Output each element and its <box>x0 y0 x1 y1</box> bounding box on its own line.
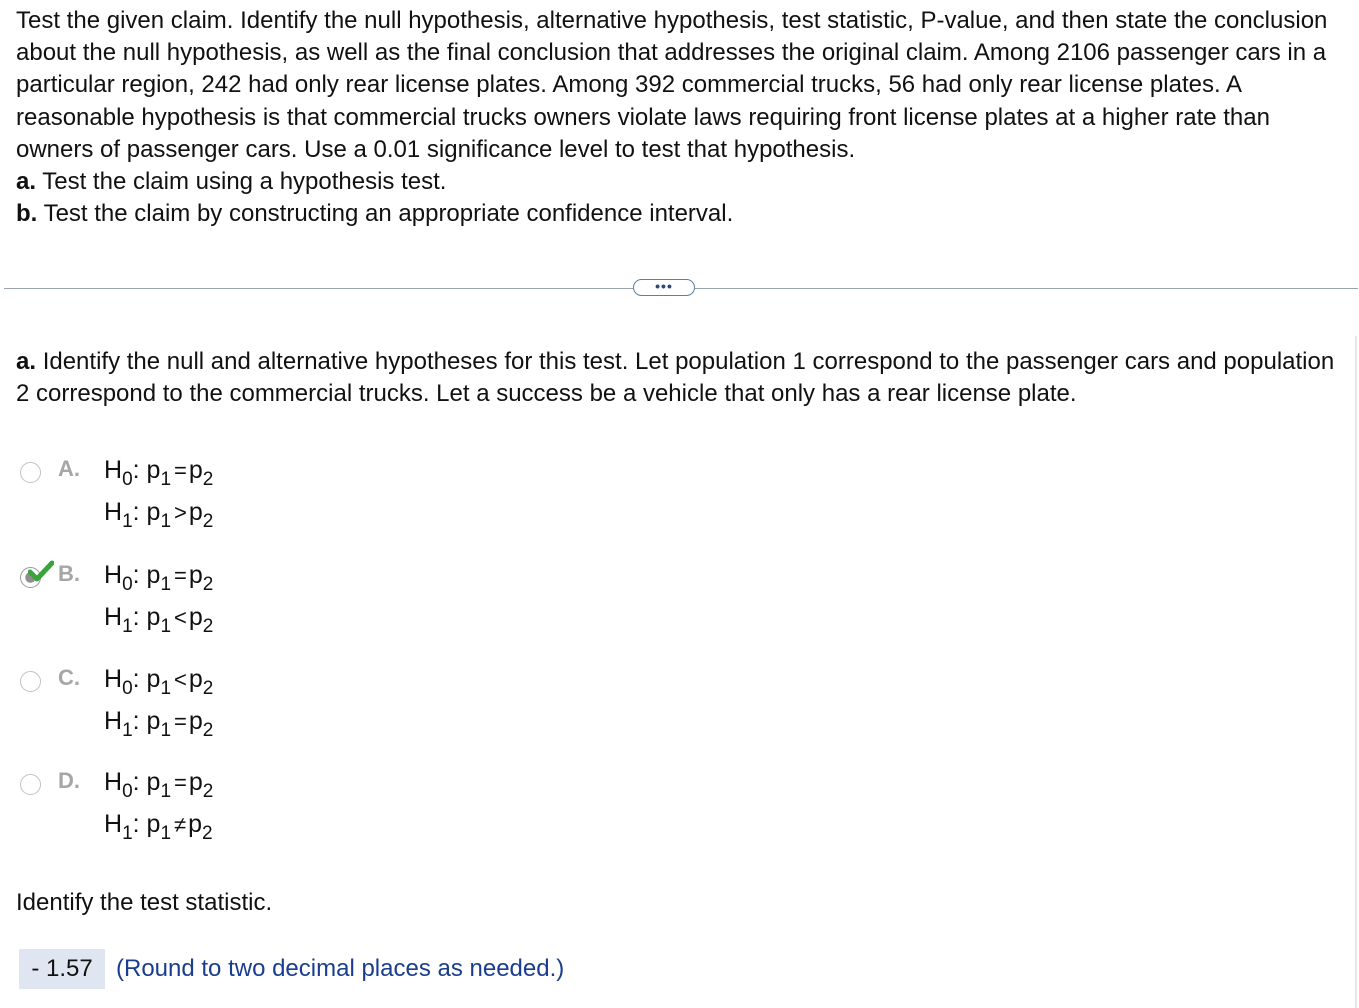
problem-part-a <box>16 166 1346 198</box>
option-d-letter: D. <box>58 768 80 793</box>
part-b-text: Test the claim by constructing an appropriate confidence interval. <box>43 200 734 228</box>
option-d-h0: $H_0$: $p_1 =p_2$ <box>104 768 214 802</box>
option-a-h0-relation: = <box>174 458 187 483</box>
correct-check-icon <box>28 560 54 584</box>
show-more-button[interactable]: ••• <box>633 279 695 296</box>
option-b-h1: $H_1$: $p_1 <p_2$ <box>104 603 214 637</box>
option-b-letter: B. <box>58 561 80 586</box>
option-c-h0: $H_0$: $p_1 <p_2$ <box>104 665 214 699</box>
option-a-radio[interactable] <box>20 462 41 483</box>
option-a-h1: $H_1$: $p_1 >p_2$ <box>104 498 214 532</box>
option-c-h0-relation: < <box>174 667 187 692</box>
option-d-h0-relation: = <box>174 770 187 795</box>
problem-part-b <box>16 198 1346 230</box>
option-a[interactable] <box>20 456 280 542</box>
question-prompt <box>16 346 1336 410</box>
option-a-h1-relation: > <box>174 500 187 525</box>
part-a-label: a. <box>16 168 37 196</box>
option-d-h1-relation: ≠ <box>174 812 187 837</box>
option-c[interactable] <box>20 665 280 751</box>
option-b-h0-relation: = <box>174 563 187 588</box>
problem-intro: Test the given claim. Identify the null hypothesis, alternative hypothesis, test statistic, P-value, and then state the conclusion about the null hypothesis, as well as the final conclusion that addresses the original claim. Among 2106 passenger cars in a particular region, 242 had only rear license plates. Among 392 commercial trucks, 56 had only rear license plates. A reasonable hypothesis is that commercial trucks owners violate laws requiring front license plates at a higher rate than owners of passenger cars. Use a 0.01 significance level to test that hypothesis. <box>16 7 1328 163</box>
question-label: a. <box>16 348 37 375</box>
option-b[interactable] <box>20 561 280 647</box>
test-statistic-answer[interactable]: - 1.57 <box>19 949 105 989</box>
option-c-letter: C. <box>58 665 80 690</box>
part-b-label: b. <box>16 200 38 228</box>
option-b-h0: $H_0$: $p_1 =p_2$ <box>104 561 214 595</box>
problem-statement <box>16 5 1346 230</box>
option-c-radio[interactable] <box>20 671 41 692</box>
option-c-h1-relation: = <box>174 709 187 734</box>
rounding-note: (Round to two decimal places as needed.) <box>116 955 565 982</box>
question-text: Identify the null and alternative hypotheses for this test. Let population 1 correspond to the passenger cars and population 2 correspond to the commercial trucks. Let a success be a vehicle that only has a rear license plate. <box>16 348 1335 407</box>
option-a-letter: A. <box>58 456 80 481</box>
part-a-text: Test the claim using a hypothesis test. <box>42 168 447 196</box>
option-a-h0: $H_0$: $p_1 =p_2$ <box>104 456 214 490</box>
option-c-h1: $H_1$: $p_1 =p_2$ <box>104 707 214 741</box>
option-d-h1: $H_1$: $p_1 \ne p_2$ <box>104 810 213 844</box>
test-statistic-label: Identify the test statistic. <box>16 889 273 916</box>
option-d[interactable] <box>20 768 280 854</box>
option-d-radio[interactable] <box>20 774 41 795</box>
scroll-edge <box>1355 336 1357 1008</box>
option-b-h1-relation: < <box>174 605 187 630</box>
